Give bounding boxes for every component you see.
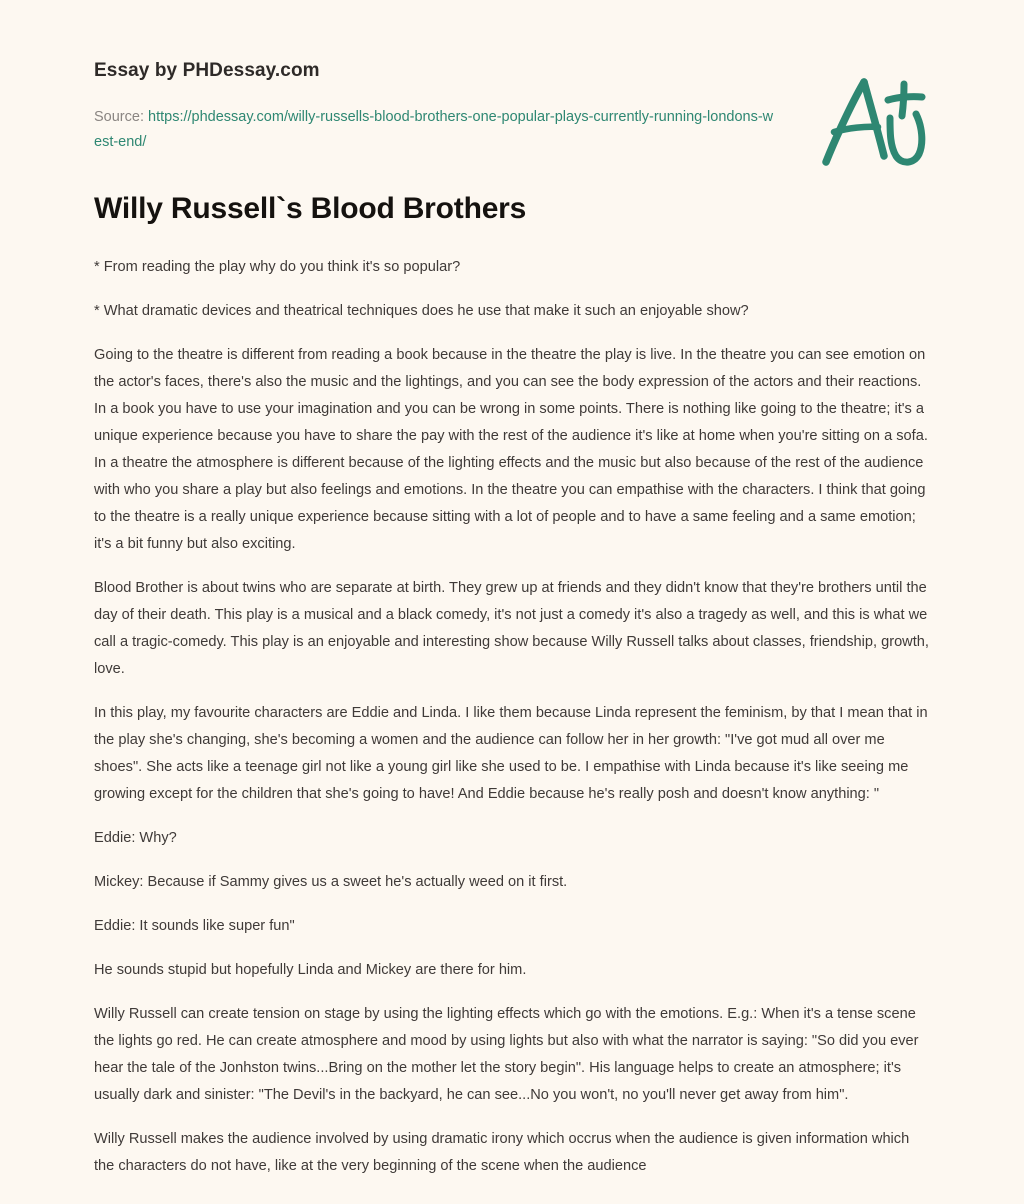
article-paragraph: Blood Brother is about twins who are separate at birth. They grew up at friends and they didn't know that they're brothers until the day of their death. This play is a musical and a black comedy, it's not just a comedy it's also a tragedy as well, and this is what we call a tragic-comedy. This play is an enjoyable and interesting show because Willy Russell talks about classes, friendship, growth, love. <box>94 579 929 677</box>
aplus-logo-icon <box>820 70 932 170</box>
article-paragraph: * From reading the play why do you think it's so popular? <box>94 258 461 275</box>
article-paragraph: Mickey: Because if Sammy gives us a sweet he's actually weed on it first. <box>94 873 568 890</box>
article-paragraph: He sounds stupid but hopefully Linda and Mickey are there for him. <box>94 961 527 978</box>
source-url-link[interactable]: https://phdessay.com/willy-russells-blood-brothers-one-popular-plays-currently-running-londons-west-end/ <box>94 108 774 151</box>
article-paragraph: Eddie: It sounds like super fun" <box>94 917 295 934</box>
article-paragraph: * What dramatic devices and theatrical techniques does he use that make it such an enjoyable show? <box>94 302 749 319</box>
paragraph-list <box>94 254 930 1180</box>
source-line <box>94 105 774 156</box>
article-body <box>0 190 1024 1180</box>
article-paragraph: In this play, my favourite characters are Eddie and Linda. I like them because Linda represent the feminism, by that I mean that in the play she's changing, she's becoming a women and the audience can follow her in her growth: "I've got mud all over me shoes". She acts like a teenage girl not like a young girl like she used to be. I empathise with Linda because it's like seeing me growing except for the children that she's going to have! And Eddie because he's really posh and doesn't know anything: " <box>94 704 928 802</box>
brand-title: Essay by PHDessay.com <box>94 60 320 81</box>
article-paragraph: Willy Russell makes the audience involved by using dramatic irony which occrus when the audience is given information which the characters do not have, like at the very beginning of the scene when the audience <box>94 1130 910 1174</box>
page-title: Willy Russell`s Blood Brothers <box>94 192 527 225</box>
article-paragraph: Willy Russell can create tension on stage by using the lighting effects which go with the emotions. E.g.: When it's a tense scene the lights go red. He can create atmosphere and mood by using lights but also with what the narrator is saying: "So did you ever hear the tale of the Jonhston twins...Bring on the mother let the story begin". His language helps to create an atmosphere; it's usually dark and sinister: "The Devil's in the backyard, he can see...No you won't, no you'll never get away from him". <box>94 1005 919 1103</box>
document-header <box>0 0 1024 190</box>
article-paragraph: Eddie: Why? <box>94 829 177 846</box>
source-label: Source: <box>94 108 144 125</box>
article-paragraph: Going to the theatre is different from reading a book because in the theatre the play is live. In the theatre you can see emotion on the actor's faces, there's also the music and the lightings, and you can see the body expression of the actors and their reactions. In a book you have to use your imagination and you can be wrong in some points. There is nothing like going to the theatre; it's a unique experience because you have to share the pay with the rest of the audience it's like at home when you're sitting on a sofa. In a theatre the atmosphere is different because of the lighting effects and the music but also because of the rest of the audience with who you share a play but also feelings and emotions. In the theatre you can empathise with the characters. I think that going to the theatre is a really unique experience because sitting with a lot of people and to have a same feeling and a same emotion; it's a bit funny but also exciting. <box>94 346 928 552</box>
